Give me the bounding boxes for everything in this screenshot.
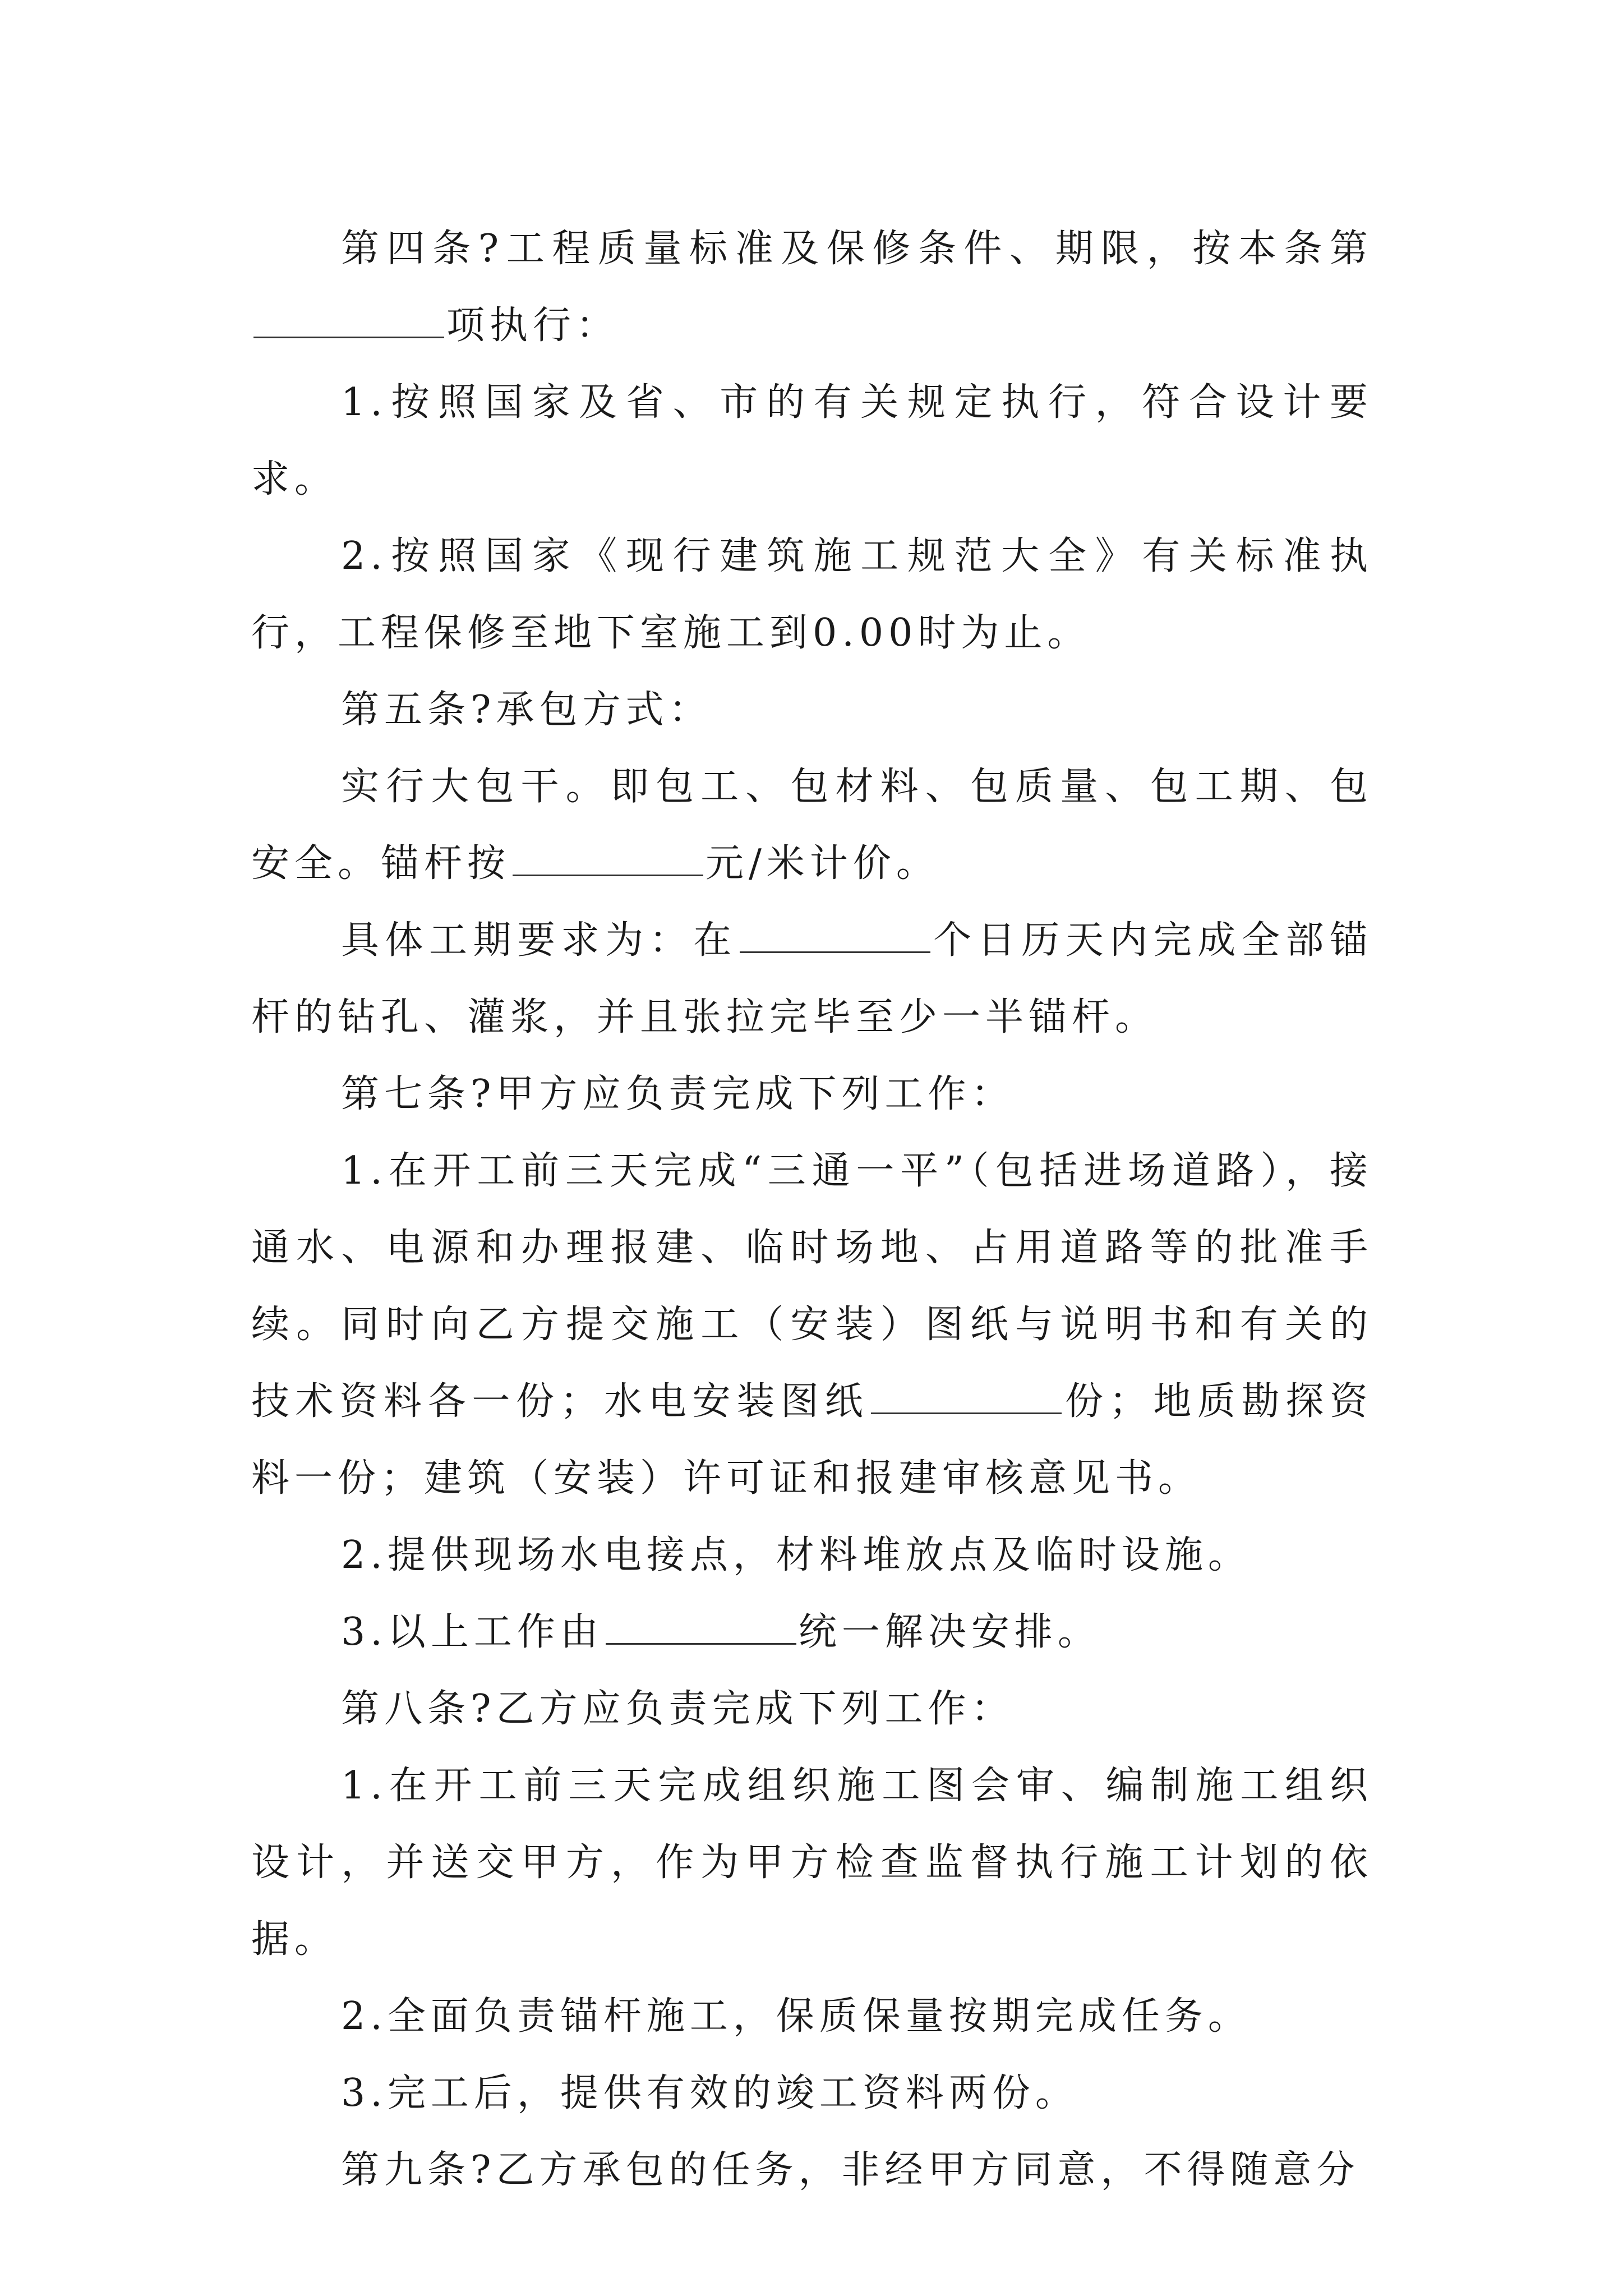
article-4-item-2 [251, 518, 1373, 671]
article-8-item-2 [251, 1978, 1373, 2055]
article-7-item-1-text-a: 1.在开工前三天完成“三通一平”（包括进场道路），接通水、电源和办理报建、临时场地、占用道路等的批准手续。同时向乙方提交施工（安装）图纸与说明书和有关的技术资料各一份；水电安装图纸 [251, 1149, 1373, 1424]
article-8-item-3 [251, 2055, 1373, 2132]
article-7-item-2-text: 2.提供现场水电接点，材料堆放点及临时设施。 [341, 1533, 1251, 1577]
article-7-item-1 [251, 1133, 1373, 1517]
fill-in-blank [513, 836, 703, 876]
article-4-paragraph [251, 210, 1373, 364]
article-7-heading [251, 1056, 1373, 1133]
fill-in-blank [740, 913, 930, 953]
article-7-item-1-text-b: 份；地质勘探资料一份；建筑（安装）许可证和报建审核意见书。 [251, 1379, 1373, 1501]
article-4-text-a: 第四条?工程质量标准及保修条件、期限，按本条第 [341, 227, 1373, 271]
article-4-item-2-text: 2.按照国家《现行建筑施工规范大全》有关标准执行，工程保修至地下室施工到0.00时为止。 [251, 534, 1373, 655]
article-5-schedule-text-a: 具体工期要求为：在 [341, 918, 737, 963]
article-5-schedule-text-b: 个日历天内完成全部锚杆的钻孔、灌浆，并且张拉完毕至少一半锚杆。 [251, 918, 1373, 1039]
article-5-schedule [251, 902, 1373, 1056]
article-9-heading [251, 2132, 1373, 2208]
article-8-heading-text: 第八条?乙方应负责完成下列工作： [341, 1687, 1015, 1731]
fill-in-blank [253, 298, 444, 338]
article-4-item-1-text: 1.按照国家及省、市的有关规定执行，符合设计要求。 [251, 380, 1373, 501]
fill-in-blank [606, 1605, 796, 1645]
article-7-heading-text: 第七条?甲方应负责完成下列工作： [341, 1072, 1015, 1116]
article-8-item-1-text: 1.在开工前三天完成组织施工图会审、编制施工组织设计，并送交甲方，作为甲方检查监督执行施工计划的依据。 [251, 1764, 1373, 1962]
article-8-heading [251, 1671, 1373, 1747]
article-8-item-2-text: 2.全面负责锚杆施工，保质保量按期完成任务。 [341, 1994, 1251, 2039]
article-7-item-2 [251, 1517, 1373, 1594]
article-8-item-1 [251, 1747, 1373, 1978]
fill-in-blank [871, 1374, 1062, 1414]
contract-body [251, 210, 1373, 2208]
article-5-body-text-a: 实行大包干。即包工、包材料、包质量、包工期、包安全。锚杆按 [251, 765, 1373, 886]
article-7-item-3-text-a: 3.以上工作由 [341, 1610, 603, 1654]
article-8-item-3-text: 3.完工后，提供有效的竣工资料两份。 [341, 2071, 1078, 2115]
article-7-item-3-text-b: 统一解决安排。 [798, 1610, 1101, 1654]
article-4-item-1 [251, 364, 1373, 518]
article-5-body [251, 748, 1373, 902]
article-5-body-text-b: 元/米计价。 [706, 841, 939, 886]
article-5-heading-text: 第五条?承包方式： [341, 688, 712, 732]
article-5-heading [251, 671, 1373, 748]
article-9-text: 第九条?乙方承包的任务，非经甲方同意，不得随意分 [341, 2148, 1360, 2192]
article-7-item-3 [251, 1594, 1373, 1671]
article-4-text-b: 项执行： [446, 303, 620, 348]
